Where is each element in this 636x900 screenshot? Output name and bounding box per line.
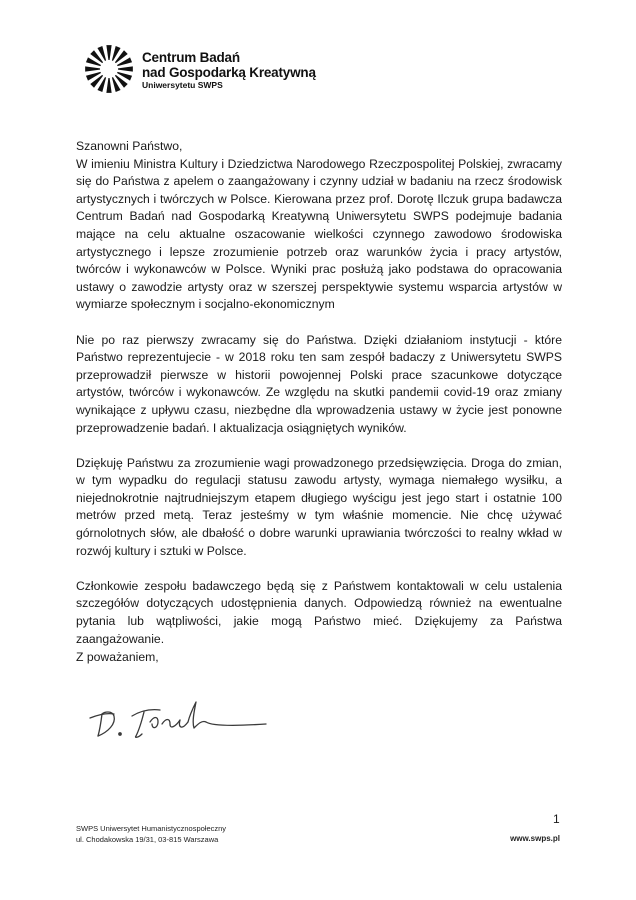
sunburst-logo-icon: [84, 44, 134, 94]
paragraph-3: Dziękuję Państwu za zrozumienie wagi prowadzonego przedsięwzięcia. Droga do zmian, w tym wypadku do regulacji statusu zawodu artysty, wymaga niemałego wysiłku, a niejednokrotnie najtrudniejszym etapem długiego wyścigu jest jego start i ostatnie 100 metrów przed metą. Teraz jesteśmy w tym właśnie momencie. Nie chcę używać górnolotnych słów, ale dbałość o dobre warunki uprawiania twórczości to realny wkład w rozwój kultury i sztuki w Polsce.: [76, 455, 562, 558]
logo-ray: [85, 66, 100, 71]
salutation: Szanowni Państwo,: [76, 139, 183, 153]
logo-line-2: nad Gospodarką Kreatywną: [142, 65, 316, 80]
logo-name: [142, 50, 316, 80]
institution-logo: [84, 44, 344, 100]
handwritten-signature: [86, 696, 286, 742]
logo-ray: [106, 78, 111, 93]
logo-line-1: Centrum Badań: [142, 50, 240, 65]
logo-ray: [118, 66, 133, 71]
footer-address-line-1: SWPS Uniwersytet Humanistycznospołeczny: [76, 824, 227, 833]
closing: Z poważaniem,: [76, 650, 159, 664]
footer-address: [76, 823, 226, 845]
paragraph-2: Nie po raz pierwszy zwracamy się do Państwa. Dzięki działaniom instytucji - które Państwo reprezentujecie - w 2018 roku ten sam zespół badaczy z Uniwersytetu SWPS przeprowadził pierwsze w historii powojennej Polski prace szacunkowe dotyczące artystów, twórców i wykonawców. Ze względu na skutki pandemii covid-19 oraz zmiany wynikające z upływu czasu, niezbędne dla wprowadzenia ustawy w życie jest ponowne przeprowadzenie badań. I aktualizacja osiągniętych wyników.: [76, 332, 562, 435]
paragraph-1: W imieniu Ministra Kultury i Dziedzictwa Narodowego Rzeczpospolitej Polskiej, zwracamy się do Państwa z apelem o zaangażowany i czynny udział w badaniu na rzecz środowisk artystycznych i twórczych w Polsce. Kierowana przez prof. Dorotę Ilczuk grupa badawcza Centrum Badań nad Gospodarką Kreatywną Uniwersytetu SWPS podejmuje badania mające na celu aktualne oszacowanie wielkości czynnego zawodowo środowiska artystycznego i lepsze zrozumienie potrzeb oraz warunków życia i pracy artystów, twórców i wykonawców w Polsce. Wyniki prac posłużą jako podstawa do opracowania ustawy o zawodzie artysty oraz w szerszej perspektywie systemu wsparcia artystów w wymiarze społecznym i socjalno-ekonomicznym: [76, 156, 562, 312]
letter-body: [76, 138, 562, 648]
logo-ray: [106, 45, 111, 60]
paragraph-4: Członkowie zespołu badawczego będą się z Państwem kontaktowali w celu ustalenia szczegółów dotyczących udostępnienia danych. Odpowiedzą również na ewentualne pytania lub wątpliwości, jakie mogą Państwo mieć. Dziękujemy za Państwa zaangażowanie.: [76, 578, 562, 646]
footer-address-line-2: ul. Chodakowska 19/31, 03-815 Warszawa: [76, 835, 219, 844]
footer-website-link[interactable]: www.swps.pl: [510, 834, 560, 843]
logo-subtitle: Uniwersytetu SWPS: [142, 80, 223, 90]
page-number: 1: [553, 812, 560, 826]
